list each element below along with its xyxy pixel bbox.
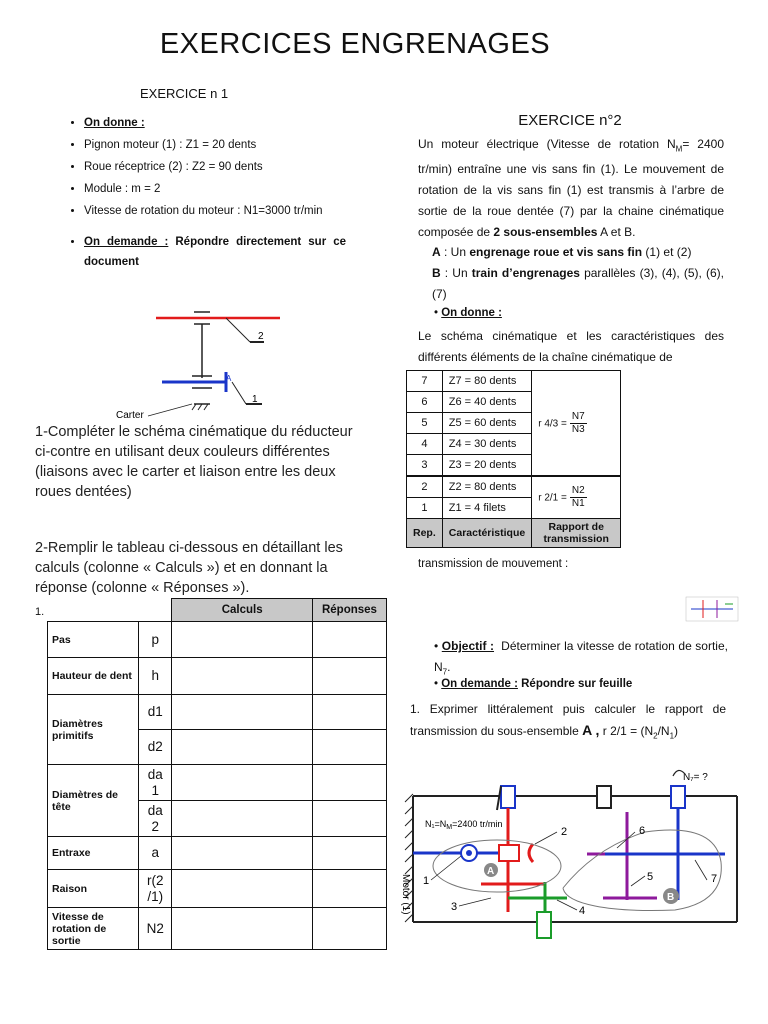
label-5: 5: [647, 871, 654, 883]
calc-cell[interactable]: [172, 730, 313, 765]
calc-cell[interactable]: [172, 695, 313, 730]
carter-label: Carter: [116, 410, 144, 418]
calc-cell[interactable]: [172, 765, 313, 801]
table-row: [48, 695, 387, 730]
label-1: 1: [423, 875, 430, 887]
ex2-asked: • On demande : Répondre sur feuille: [434, 678, 633, 690]
answer-cell[interactable]: [312, 765, 386, 801]
exercise-2-intro: Un moteur électrique (Vitesse de rotation $N_M= 2400$ tr/min) entraîne une vis sans fin (1). Le mouvement de rotation de la vis sans fin (1) est transmis à l’arbre de sortie de la roue dentée (7) par la chaine cinématique composée de 2 sous-ensembles A et B.: [418, 137, 724, 240]
row-symbol: d2: [139, 730, 172, 765]
table-row: 1 Z1 = 4 filets: [407, 498, 621, 519]
asked-text: Répondre directement sur ce document: [84, 236, 346, 268]
label-7: 7: [711, 873, 718, 885]
ex2-given-text: Le schéma cinématique et les caractéristiques des différents éléments de la chaîne cinématique de: [418, 329, 724, 364]
given-list: [32, 112, 360, 222]
answer-cell[interactable]: [312, 908, 386, 950]
table-row: 5 Z5 = 60 dents: [407, 413, 621, 434]
answer-cell[interactable]: [312, 870, 386, 908]
table-row: [48, 837, 387, 870]
calc-cell[interactable]: [172, 870, 313, 908]
n7-label: N₇= ?: [683, 772, 708, 783]
given-item: • Roue réceptrice (2) : Z2 = 90 dents: [84, 156, 360, 178]
answer-cell[interactable]: [312, 622, 386, 658]
table-row: [48, 908, 387, 950]
ratio-cell-b: r 4/3 = $\frac{N7}{N3}$: [532, 371, 621, 477]
ratio-cell-a: r 2/1 = $\frac{N2}{N1}$: [532, 476, 621, 519]
sub-assembly-list: [418, 242, 724, 305]
label-1: 1: [252, 394, 258, 405]
label-6: 6: [639, 825, 646, 837]
thumbnail-diagram-icon: [685, 596, 739, 622]
label-2: 2: [561, 826, 568, 838]
row-label: Diamètres primitifs: [48, 695, 139, 765]
calc-cell[interactable]: [172, 622, 313, 658]
calc-cell[interactable]: [172, 658, 313, 695]
row-label: Raison: [48, 870, 139, 908]
question-2: 2-Remplir le tableau ci-dessous en détaillant les calculs (colonne « Calculs ») et en donnant la réponse (colonne « Réponses »).: [35, 540, 343, 596]
row-label: Pas: [48, 622, 139, 658]
sub-assembly-a: A : Un engrenage roue et vis sans fin (1) et (2): [432, 245, 692, 259]
row-label: Entraxe: [48, 837, 139, 870]
table-row: 3 Z3 = 20 dents: [407, 455, 621, 477]
kinematic-diagram-panel: [395, 752, 742, 952]
label-a: A: [226, 374, 232, 383]
answer-cell[interactable]: [312, 658, 386, 695]
calc-cell[interactable]: [172, 801, 313, 837]
page-title: EXERCICES ENGRENAGES: [159, 28, 551, 60]
calc-cell[interactable]: [172, 908, 313, 950]
row-symbol: r(2 /1): [139, 870, 172, 908]
questions-panel: [28, 420, 380, 958]
kinematic-diagram: [395, 752, 742, 952]
row-symbol: p: [139, 622, 172, 658]
row-symbol: da 1: [139, 765, 172, 801]
motor-label: Motor (1): [400, 874, 411, 915]
ex2-given-line: • On donne :: [434, 307, 502, 319]
exercise-1-panel: [32, 102, 360, 418]
calc-cell[interactable]: [172, 837, 313, 870]
col-calculs-header: Calculs: [172, 599, 313, 622]
exercise-2-title: EXERCICE n°2: [518, 112, 622, 129]
label-3: 3: [451, 901, 458, 913]
sub-a-badge: A: [487, 866, 495, 877]
row-label: Diamètres de tête: [48, 765, 139, 837]
exercise-1-label: EXERCICE n 1: [140, 86, 229, 101]
n1-label: $N_1=N_M=2400$ tr/min: [425, 819, 503, 831]
row-symbol: d1: [139, 695, 172, 730]
row-label: Hauteur de dent: [48, 658, 139, 695]
table-header-row: Rep. Caractéristique Rapport de transmission: [407, 519, 621, 548]
table-row: 2 Z2 = 80 dents r 2/1 = $\frac{N2}{N1}$: [407, 476, 621, 498]
answer-cell[interactable]: [312, 837, 386, 870]
asked-list: [32, 232, 360, 272]
table-row: [48, 622, 387, 658]
asked-item: [84, 232, 360, 272]
reducer-diagram: [32, 292, 360, 418]
car-cell: Z7 = 80 dents: [442, 371, 531, 392]
col-reponses-header: Réponses: [312, 599, 386, 622]
answer-cell[interactable]: [312, 695, 386, 730]
table-row: 6 Z6 = 40 dents: [407, 392, 621, 413]
exercise-2-panel: [400, 108, 740, 748]
table-header-row: [48, 599, 387, 622]
table-row: [48, 870, 387, 908]
rep-cell: 7: [407, 371, 443, 392]
asked-title: On demande :: [84, 236, 169, 248]
ex2-given-title: On donne :: [441, 307, 502, 319]
table-row: [48, 658, 387, 695]
table-number: 1.: [35, 606, 45, 618]
characteristics-table: [406, 370, 621, 548]
label-4: 4: [579, 905, 586, 917]
sub-b-badge: B: [667, 892, 675, 903]
ex2-question-1: 1. Exprimer littéralement puis calculer le rapport de transmission du sous-ensemble A , r $2/1 = (N_2/N_1)$: [410, 702, 726, 741]
given-item: • Module : m = 2: [84, 178, 360, 200]
row-label: Vitesse de rotation de sortie: [48, 908, 139, 950]
calc-table: [47, 598, 387, 950]
objective: • Objectif : Déterminer la vitesse de rotation de sortie, $N_7$.: [434, 639, 728, 677]
given-title: • On donne :: [84, 112, 360, 134]
row-symbol: N2: [139, 908, 172, 950]
row-symbol: a: [139, 837, 172, 870]
sub-assembly-b: B : Un train d’engrenages parallèles (3), (4), (5), (6), (7): [432, 266, 724, 301]
given-item: • Pignon moteur (1) : Z1 = 20 dents: [84, 134, 360, 156]
after-table-text: transmission de mouvement :: [418, 558, 569, 570]
question-1: 1-Compléter le schéma cinématique du réducteur ci-contre en utilisant deux couleurs différentes (liaisons avec le carter et liaison entre les deux roues dentées): [35, 424, 353, 500]
answer-cell[interactable]: [312, 730, 386, 765]
label-2: 2: [258, 331, 264, 342]
given-item: • Vitesse de rotation du moteur : N1=3000 tr/min: [84, 200, 360, 222]
row-symbol: h: [139, 658, 172, 695]
table-row: 4 Z4 = 30 dents: [407, 434, 621, 455]
row-symbol: da 2: [139, 801, 172, 837]
answer-cell[interactable]: [312, 801, 386, 837]
table-row: [407, 371, 621, 392]
table-row: [48, 765, 387, 801]
